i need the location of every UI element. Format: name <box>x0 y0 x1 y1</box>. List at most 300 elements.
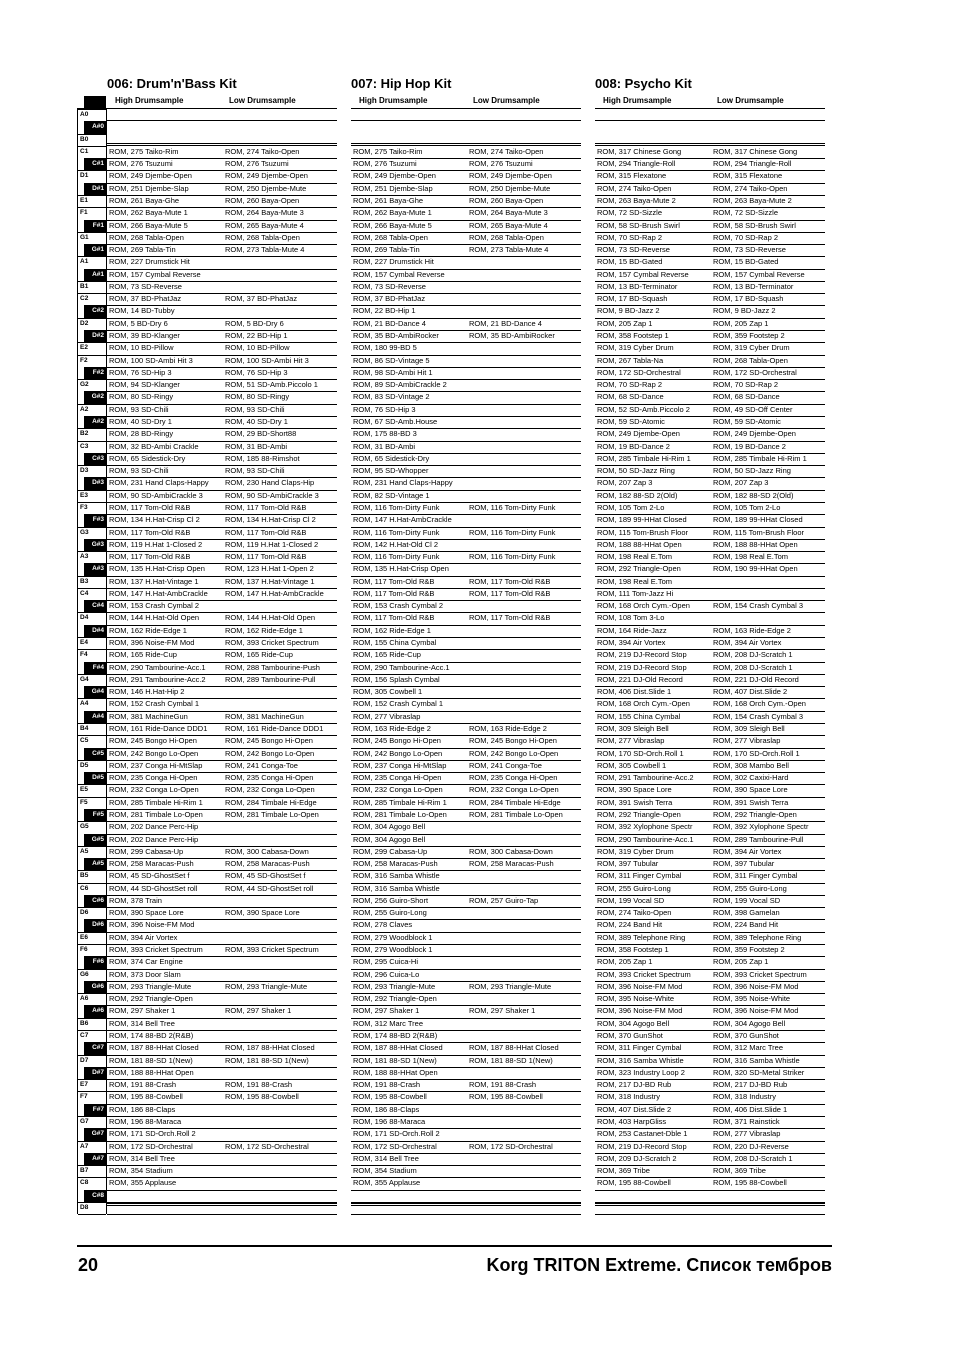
black-key: A#1 <box>84 269 106 281</box>
high-drumsample-cell: ROM, 355 Applause <box>109 1178 177 1188</box>
table-rule <box>351 846 581 847</box>
white-key: F2 <box>80 356 88 364</box>
low-drumsample-cell: ROM, 185 88-Rimshot <box>225 453 300 463</box>
low-drumsample-cell: ROM, 274 Taiko-Open <box>713 183 788 193</box>
high-drumsample-cell: ROM, 314 Bell Tree <box>353 1153 419 1163</box>
high-drumsample-cell: ROM, 147 H.Hat-AmbCrackle <box>353 515 452 525</box>
header-rule <box>595 108 825 109</box>
low-drumsample-cell: ROM, 117 Tom-Old R&B <box>225 502 307 512</box>
key-divider <box>78 318 106 319</box>
low-drumsample-cell: ROM, 187 88-HHat Closed <box>469 1043 559 1053</box>
low-drumsample-cell: ROM, 320 SD-Metal Striker <box>713 1067 805 1077</box>
high-drumsample-cell: ROM, 269 Tabla-Tin <box>353 245 420 255</box>
high-drumsample-cell: ROM, 297 Shaker 1 <box>109 1006 176 1016</box>
high-drumsample-cell: ROM, 37 BD-PhatJaz <box>353 294 426 304</box>
high-drumsample-cell: ROM, 67 SD-Amb.House <box>353 417 438 426</box>
key-divider <box>78 490 106 491</box>
key-divider <box>78 797 106 798</box>
low-drumsample-cell: ROM, 242 Bongo Lo-Open <box>469 748 559 758</box>
high-drumsample-cell: ROM, 93 SD-Chili <box>109 466 169 476</box>
table-rule <box>107 895 337 896</box>
low-drumsample-cell: ROM, 165 Ride-Cup <box>225 650 293 660</box>
table-rule <box>107 404 337 405</box>
high-drumsample-cell: ROM, 15 BD-Gated <box>597 257 663 267</box>
table-rule <box>107 1141 337 1142</box>
table-rule <box>595 318 825 319</box>
low-drumsample-cell: ROM, 93 SD-Chili <box>225 404 285 414</box>
high-drumsample-cell: ROM, 168 Orch Cym.-Open <box>597 601 690 611</box>
high-drumsample-cell: ROM, 117 Tom-Old R&B <box>353 576 435 586</box>
high-drumsample-cell: ROM, 76 SD-Hip 3 <box>109 367 172 377</box>
high-drumsample-cell: ROM, 396 Noise-FM Mod <box>109 638 195 648</box>
high-drumsample-cell: ROM, 403 HarpGliss <box>597 1116 667 1126</box>
table-rule <box>595 981 825 982</box>
high-drumsample-cell: ROM, 251 Djembe-Slap <box>109 183 189 193</box>
low-drumsample-cell: ROM, 181 88-SD 1(New) <box>225 1055 309 1065</box>
white-key: D5 <box>80 761 89 769</box>
table-rule <box>595 465 825 466</box>
low-drumsample-cell: ROM, 163 Ride-Edge 2 <box>713 625 791 635</box>
white-key: G3 <box>80 528 89 536</box>
low-drumsample-cell: ROM, 198 Real E.Tom <box>713 552 789 562</box>
table-rule <box>351 551 581 552</box>
key-divider <box>78 760 106 761</box>
low-drumsample-cell: ROM, 289 Tambourine-Pull <box>713 834 804 844</box>
low-drumsample-cell: ROM, 249 Djembe-Open <box>469 171 552 181</box>
table-rule <box>351 748 581 749</box>
table-rule <box>351 600 581 601</box>
high-drumsample-cell: ROM, 396 Noise-FM Mod <box>597 981 683 991</box>
key-divider <box>78 109 106 110</box>
white-key: G2 <box>80 381 89 389</box>
key-divider <box>78 870 106 871</box>
high-drumsample-cell: ROM, 86 SD-Vintage 5 <box>353 355 430 365</box>
low-drumsample-cell: ROM, 390 Space Lore <box>713 785 788 795</box>
high-drumsample-cell: ROM, 314 Bell Tree <box>109 1018 175 1028</box>
low-drumsample-cell: ROM, 50 SD-Jazz Ring <box>713 466 791 476</box>
table-rule <box>351 981 581 982</box>
low-drumsample-cell: ROM, 250 Djembe-Mute <box>469 183 551 193</box>
high-drumsample-cell: ROM, 278 Claves <box>353 920 413 930</box>
table-rule <box>595 821 825 822</box>
white-key: B0 <box>80 135 89 143</box>
white-key: B3 <box>80 577 89 585</box>
table-rule <box>351 539 581 540</box>
low-drumsample-cell: ROM, 273 Tabla-Mute 4 <box>469 245 549 255</box>
high-drumsample-cell: ROM, 207 Zap 3 <box>597 478 653 488</box>
high-drumsample-cell: ROM, 187 88-HHat Closed <box>353 1043 443 1053</box>
table-rule <box>107 1165 337 1166</box>
table-rule <box>351 1153 581 1154</box>
high-drumsample-cell: ROM, 275 Taiko-Rim <box>353 146 423 156</box>
table-rule <box>107 870 337 871</box>
low-drumsample-cell: ROM, 312 Marc Tree <box>713 1043 784 1053</box>
page-number: 20 <box>78 1255 99 1275</box>
table-rule <box>595 170 825 171</box>
low-drumsample-cell: ROM, 359 Footstep 2 <box>713 945 785 955</box>
high-drumsample-cell: ROM, 268 Tabla-Open <box>353 232 428 242</box>
low-drumsample-cell: ROM, 398 Gamelan <box>713 908 780 918</box>
table-rule <box>351 244 581 245</box>
table-rule <box>107 256 337 257</box>
table-rule <box>351 514 581 515</box>
high-drumsample-cell: ROM, 170 SD-Orch.Roll 1 <box>597 748 684 758</box>
black-key: G#4 <box>84 686 106 698</box>
low-drumsample-cell: ROM, 392 Xylophone Spectr <box>713 822 809 832</box>
black-key: D#7 <box>84 1067 106 1079</box>
high-drumsample-cell: ROM, 76 SD-Hip 3 <box>353 404 416 414</box>
table-rule <box>351 220 581 221</box>
white-key: F3 <box>80 503 88 511</box>
high-drumsample-cell: ROM, 209 DJ-Scratch 2 <box>597 1153 677 1163</box>
high-drumsample-cell: ROM, 80 SD-Ringy <box>109 392 174 402</box>
high-drumsample-header: High Drumsample <box>359 96 428 105</box>
low-drumsample-cell: ROM, 190 99-HHat Open <box>713 564 798 574</box>
table-rule <box>107 969 337 970</box>
high-drumsample-cell: ROM, 10 BD-Pillow <box>109 343 174 353</box>
table-rule <box>595 662 825 663</box>
black-key: C#8 <box>84 1190 106 1202</box>
high-drumsample-cell: ROM, 191 88-Crash <box>109 1080 177 1090</box>
low-drumsample-header: Low Drumsample <box>717 96 784 105</box>
key-divider <box>78 502 106 503</box>
high-drumsample-cell: ROM, 354 Stadium <box>353 1166 417 1176</box>
low-drumsample-cell: ROM, 274 Taiko-Open <box>225 146 300 156</box>
white-key: A7 <box>80 1142 89 1150</box>
low-drumsample-cell: ROM, 154 Crash Cymbal 3 <box>713 711 804 721</box>
high-drumsample-cell: ROM, 50 SD-Jazz Ring <box>597 466 675 476</box>
high-drumsample-cell: ROM, 146 H.Hat-Hip 2 <box>109 687 185 697</box>
high-drumsample-cell: ROM, 144 H.Hat-Old Open <box>109 613 200 623</box>
high-drumsample-cell: ROM, 396 Noise-FM Mod <box>109 920 195 930</box>
table-rule <box>595 919 825 920</box>
high-drumsample-cell: ROM, 358 Footstep 1 <box>597 331 669 341</box>
white-key: G5 <box>80 823 89 831</box>
table-rule <box>595 1214 825 1215</box>
low-drumsample-cell: ROM, 265 Baya-Mute 4 <box>469 220 548 230</box>
high-drumsample-cell: ROM, 267 Tabla-Na <box>597 355 664 365</box>
black-key: F#6 <box>84 956 106 968</box>
low-drumsample-cell: ROM, 45 SD-GhostSet f <box>225 871 306 881</box>
high-drumsample-cell: ROM, 171 SD-Orch.Roll 2 <box>109 1129 196 1139</box>
high-drumsample-cell: ROM, 392 Xylophone Spectr <box>597 822 693 832</box>
table-rule <box>595 416 825 417</box>
high-drumsample-cell: ROM, 152 Crash Cymbal 1 <box>353 699 444 709</box>
low-drumsample-cell: ROM, 276 Tsuzumi <box>225 159 289 169</box>
low-drumsample-cell: ROM, 276 Tsuzumi <box>469 159 533 169</box>
key-divider <box>78 134 106 135</box>
high-drumsample-cell: ROM, 312 Marc Tree <box>353 1018 424 1028</box>
high-drumsample-cell: ROM, 153 Crash Cymbal 2 <box>353 601 444 611</box>
footer-title: Korg TRITON Extreme. Список тембров <box>486 1255 832 1275</box>
table-rule <box>351 195 581 196</box>
high-drumsample-cell: ROM, 285 Timbale Hi-Rim 1 <box>353 797 447 807</box>
table-rule <box>351 527 581 528</box>
table-rule <box>595 698 825 699</box>
high-drumsample-cell: ROM, 196 88-Maraca <box>109 1116 182 1126</box>
key-divider <box>78 195 106 196</box>
high-drumsample-cell: ROM, 95 SD-Whopper <box>353 466 429 476</box>
low-drumsample-cell: ROM, 260 Baya-Open <box>225 195 300 205</box>
low-drumsample-cell: ROM, 249 Djembe-Open <box>713 429 796 439</box>
table-rule <box>595 932 825 933</box>
high-drumsample-cell: ROM, 394 Air Vortex <box>109 932 178 942</box>
table-rule <box>107 428 337 429</box>
high-drumsample-cell: ROM, 245 Bongo Hi-Open <box>353 736 441 746</box>
low-drumsample-cell: ROM, 245 Bongo Hi-Open <box>469 736 557 746</box>
low-drumsample-cell: ROM, 315 Flexatone <box>713 171 783 181</box>
table-rule <box>595 502 825 503</box>
high-drumsample-cell: ROM, 323 Industry Loop 2 <box>597 1067 685 1077</box>
table-rule <box>595 625 825 626</box>
table-rule <box>595 477 825 478</box>
high-drumsample-cell: ROM, 89 SD-AmbiCrackle 2 <box>353 380 447 390</box>
low-drumsample-cell: ROM, 293 Triangle-Mute <box>225 981 308 991</box>
table-rule <box>107 269 337 270</box>
low-drumsample-cell: ROM, 5 BD-Dry 6 <box>225 318 284 328</box>
low-drumsample-cell: ROM, 318 Industry <box>713 1092 776 1102</box>
table-rule <box>595 895 825 896</box>
high-drumsample-cell: ROM, 134 H.Hat-Crisp Cl 2 <box>109 515 200 525</box>
table-rule <box>595 244 825 245</box>
high-drumsample-cell: ROM, 378 Train <box>109 895 162 905</box>
table-rule <box>351 858 581 859</box>
table-rule <box>107 539 337 540</box>
table-rule <box>351 723 581 724</box>
table-rule <box>107 576 337 577</box>
low-drumsample-cell: ROM, 195 88-Cowbell <box>469 1092 543 1102</box>
table-rule <box>107 1067 337 1068</box>
black-key: C#1 <box>84 158 106 170</box>
white-key: C8 <box>80 1179 89 1187</box>
low-drumsample-cell: ROM, 15 BD-Gated <box>713 257 779 267</box>
white-key: D8 <box>80 1203 89 1211</box>
high-drumsample-cell: ROM, 232 Conga Lo-Open <box>109 785 199 795</box>
high-drumsample-cell: ROM, 311 Finger Cymbal <box>597 1043 682 1053</box>
table-rule <box>107 932 337 933</box>
table-rule <box>107 318 337 319</box>
table-rule <box>595 1128 825 1129</box>
key-divider <box>78 993 106 994</box>
high-drumsample-cell: ROM, 205 Zap 1 <box>597 318 653 328</box>
high-drumsample-cell: ROM, 175 88-BD 3 <box>353 429 417 439</box>
high-drumsample-cell: ROM, 219 DJ-Record Stop <box>597 662 687 672</box>
black-key: A#0 <box>84 121 106 133</box>
white-key: A0 <box>80 111 89 118</box>
table-rule <box>351 698 581 699</box>
table-rule <box>351 1005 581 1006</box>
high-drumsample-cell: ROM, 65 Sidestick-Dry <box>353 453 430 463</box>
high-drumsample-cell: ROM, 73 SD-Reverse <box>353 281 426 291</box>
table-rule <box>351 883 581 884</box>
high-drumsample-cell: ROM, 242 Bongo Lo-Open <box>109 748 199 758</box>
high-drumsample-cell: ROM, 249 Djembe-Open <box>353 171 436 181</box>
high-drumsample-cell: ROM, 172 SD-Orchestral <box>597 367 681 377</box>
table-rule <box>595 772 825 773</box>
low-drumsample-cell: ROM, 195 88-Cowbell <box>713 1178 787 1188</box>
high-drumsample-cell: ROM, 17 BD-Squash <box>597 294 668 304</box>
low-drumsample-cell: ROM, 389 Telephone Ring <box>713 932 802 942</box>
table-rule <box>107 281 337 282</box>
table-rule <box>351 944 581 945</box>
low-drumsample-cell: ROM, 187 88-HHat Closed <box>225 1043 315 1053</box>
key-divider <box>78 1214 106 1215</box>
table-rule <box>595 686 825 687</box>
low-drumsample-cell: ROM, 162 Ride-Edge 1 <box>225 625 303 635</box>
high-drumsample-cell: ROM, 390 Space Lore <box>597 785 672 795</box>
high-drumsample-cell: ROM, 291 Tambourine-Acc.2 <box>597 773 694 783</box>
table-rule <box>351 256 581 257</box>
low-drumsample-cell: ROM, 199 Vocal SD <box>713 895 781 905</box>
high-drumsample-cell: ROM, 358 Footstep 1 <box>597 945 669 955</box>
key-divider <box>78 907 106 908</box>
low-drumsample-cell: ROM, 232 Conga Lo-Open <box>225 785 315 795</box>
key-divider <box>78 355 106 356</box>
table-rule <box>595 1055 825 1056</box>
table-rule <box>351 907 581 908</box>
high-drumsample-cell: ROM, 394 Air Vortex <box>597 638 666 648</box>
high-drumsample-cell: ROM, 297 Shaker 1 <box>353 1006 420 1016</box>
black-key: C#6 <box>84 895 106 907</box>
low-drumsample-cell: ROM, 191 88-Crash <box>225 1080 293 1090</box>
low-drumsample-cell: ROM, 242 Bongo Lo-Open <box>225 748 315 758</box>
table-rule <box>351 834 581 835</box>
key-divider <box>78 293 106 294</box>
table-rule <box>107 220 337 221</box>
white-key: G7 <box>80 1117 89 1125</box>
white-key: A2 <box>80 405 89 413</box>
table-rule <box>351 662 581 663</box>
high-drumsample-cell: ROM, 205 Zap 1 <box>597 957 653 967</box>
table-rule <box>107 379 337 380</box>
table-rule <box>595 649 825 650</box>
high-drumsample-cell: ROM, 21 BD-Dance 4 <box>353 318 426 328</box>
low-drumsample-cell: ROM, 10 BD-Pillow <box>225 343 290 353</box>
black-key: F#7 <box>84 1104 106 1116</box>
table-rule <box>107 919 337 920</box>
table-rule <box>351 1030 581 1031</box>
table-rule <box>595 1203 825 1206</box>
high-drumsample-cell: ROM, 397 Tubular <box>597 859 659 869</box>
white-key: F7 <box>80 1093 88 1101</box>
table-rule <box>351 932 581 933</box>
high-drumsample-cell: ROM, 314 Bell Tree <box>109 1153 175 1163</box>
white-key: A3 <box>80 553 89 561</box>
high-drumsample-cell: ROM, 261 Baya-Ghe <box>109 195 180 205</box>
high-drumsample-cell: ROM, 396 Noise-FM Mod <box>597 1006 683 1016</box>
table-rule <box>351 809 581 810</box>
table-rule <box>595 404 825 405</box>
high-drumsample-cell: ROM, 153 Crash Cymbal 2 <box>109 601 200 611</box>
white-key: B6 <box>80 1019 89 1027</box>
low-drumsample-cell: ROM, 157 Cymbal Reverse <box>713 269 805 279</box>
black-key: A#5 <box>84 858 106 870</box>
low-drumsample-cell: ROM, 205 Zap 1 <box>713 318 769 328</box>
high-drumsample-cell: ROM, 232 Conga Lo-Open <box>353 785 443 795</box>
low-drumsample-cell: ROM, 289 Tambourine-Pull <box>225 674 316 684</box>
table-rule <box>107 588 337 589</box>
white-key: G4 <box>80 675 89 683</box>
table-rule <box>351 330 581 331</box>
key-divider <box>78 551 106 552</box>
low-drumsample-cell: ROM, 300 Cabasa-Down <box>469 846 553 856</box>
high-drumsample-cell: ROM, 9 BD-Jazz 2 <box>597 306 660 316</box>
high-drumsample-cell: ROM, 370 GunShot <box>597 1031 663 1040</box>
table-rule <box>595 576 825 577</box>
white-key: C6 <box>80 884 89 892</box>
white-key: E2 <box>80 344 88 352</box>
table-rule <box>107 883 337 884</box>
table-rule <box>107 1018 337 1019</box>
table-rule <box>107 1128 337 1129</box>
low-drumsample-cell: ROM, 29 BD-Short88 <box>225 429 297 439</box>
key-divider <box>78 441 106 442</box>
black-key: C#2 <box>84 305 106 317</box>
key-divider <box>78 232 106 233</box>
high-drumsample-cell: ROM, 406 Dist.Slide 1 <box>597 687 672 697</box>
low-drumsample-cell: ROM, 68 SD-Dance <box>713 392 780 402</box>
high-drumsample-cell: ROM, 186 88-Claps <box>353 1104 420 1114</box>
low-drumsample-cell: ROM, 208 DJ-Scratch 1 <box>713 662 793 672</box>
high-drumsample-cell: ROM, 258 Maracas-Push <box>109 859 194 869</box>
table-rule <box>351 1042 581 1043</box>
high-drumsample-cell: ROM, 202 Dance Perc-Hip <box>109 834 199 844</box>
table-rule <box>107 158 337 159</box>
table-rule <box>107 477 337 478</box>
high-drumsample-cell: ROM, 22 BD-Hip 1 <box>353 306 416 316</box>
table-rule <box>107 846 337 847</box>
table-rule <box>595 711 825 712</box>
table-rule <box>107 981 337 982</box>
low-drumsample-cell: ROM, 19 BD-Dance 2 <box>713 441 786 451</box>
key-divider <box>78 588 106 589</box>
high-drumsample-cell: ROM, 292 Triangle-Open <box>597 809 681 819</box>
table-rule <box>595 1018 825 1019</box>
white-key: D4 <box>80 614 89 622</box>
table-rule <box>595 355 825 356</box>
key-divider <box>78 207 106 208</box>
high-drumsample-cell: ROM, 281 Timbale Lo-Open <box>353 809 447 819</box>
table-rule <box>107 551 337 552</box>
high-drumsample-cell: ROM, 235 Conga Hi-Open <box>109 773 198 783</box>
high-drumsample-cell: ROM, 393 Cricket Spectrum <box>597 969 691 979</box>
table-rule <box>107 120 337 121</box>
table-rule <box>351 895 581 896</box>
high-drumsample-cell: ROM, 142 H.Hat-Old Cl 2 <box>353 539 439 549</box>
high-drumsample-cell: ROM, 268 Tabla-Open <box>109 232 184 242</box>
high-drumsample-header: High Drumsample <box>115 96 184 105</box>
table-rule <box>595 956 825 957</box>
table-rule <box>107 1116 337 1117</box>
high-drumsample-cell: ROM, 266 Baya-Mute 5 <box>109 220 188 230</box>
high-drumsample-cell: ROM, 281 Timbale Lo-Open <box>109 809 203 819</box>
low-drumsample-cell: ROM, 268 Tabla-Open <box>713 355 788 365</box>
low-drumsample-cell: ROM, 100 SD-Ambi Hit 3 <box>225 355 309 365</box>
table-rule <box>595 120 825 121</box>
table-rule <box>351 797 581 798</box>
low-drumsample-cell: ROM, 394 Air Vortex <box>713 638 782 648</box>
low-drumsample-cell: ROM, 170 SD-Orch.Roll 1 <box>713 748 800 758</box>
white-key: B2 <box>80 430 89 438</box>
low-drumsample-cell: ROM, 73 SD-Reverse <box>713 245 786 255</box>
low-drumsample-cell: ROM, 154 Crash Cymbal 3 <box>713 601 804 611</box>
high-drumsample-cell: ROM, 119 H.Hat 1-Closed 2 <box>109 539 203 549</box>
table-rule <box>595 1042 825 1043</box>
white-key: A6 <box>80 995 89 1003</box>
high-drumsample-cell: ROM, 72 SD-Sizzle <box>597 208 663 218</box>
table-rule <box>351 1067 581 1068</box>
table-rule <box>351 1091 581 1092</box>
